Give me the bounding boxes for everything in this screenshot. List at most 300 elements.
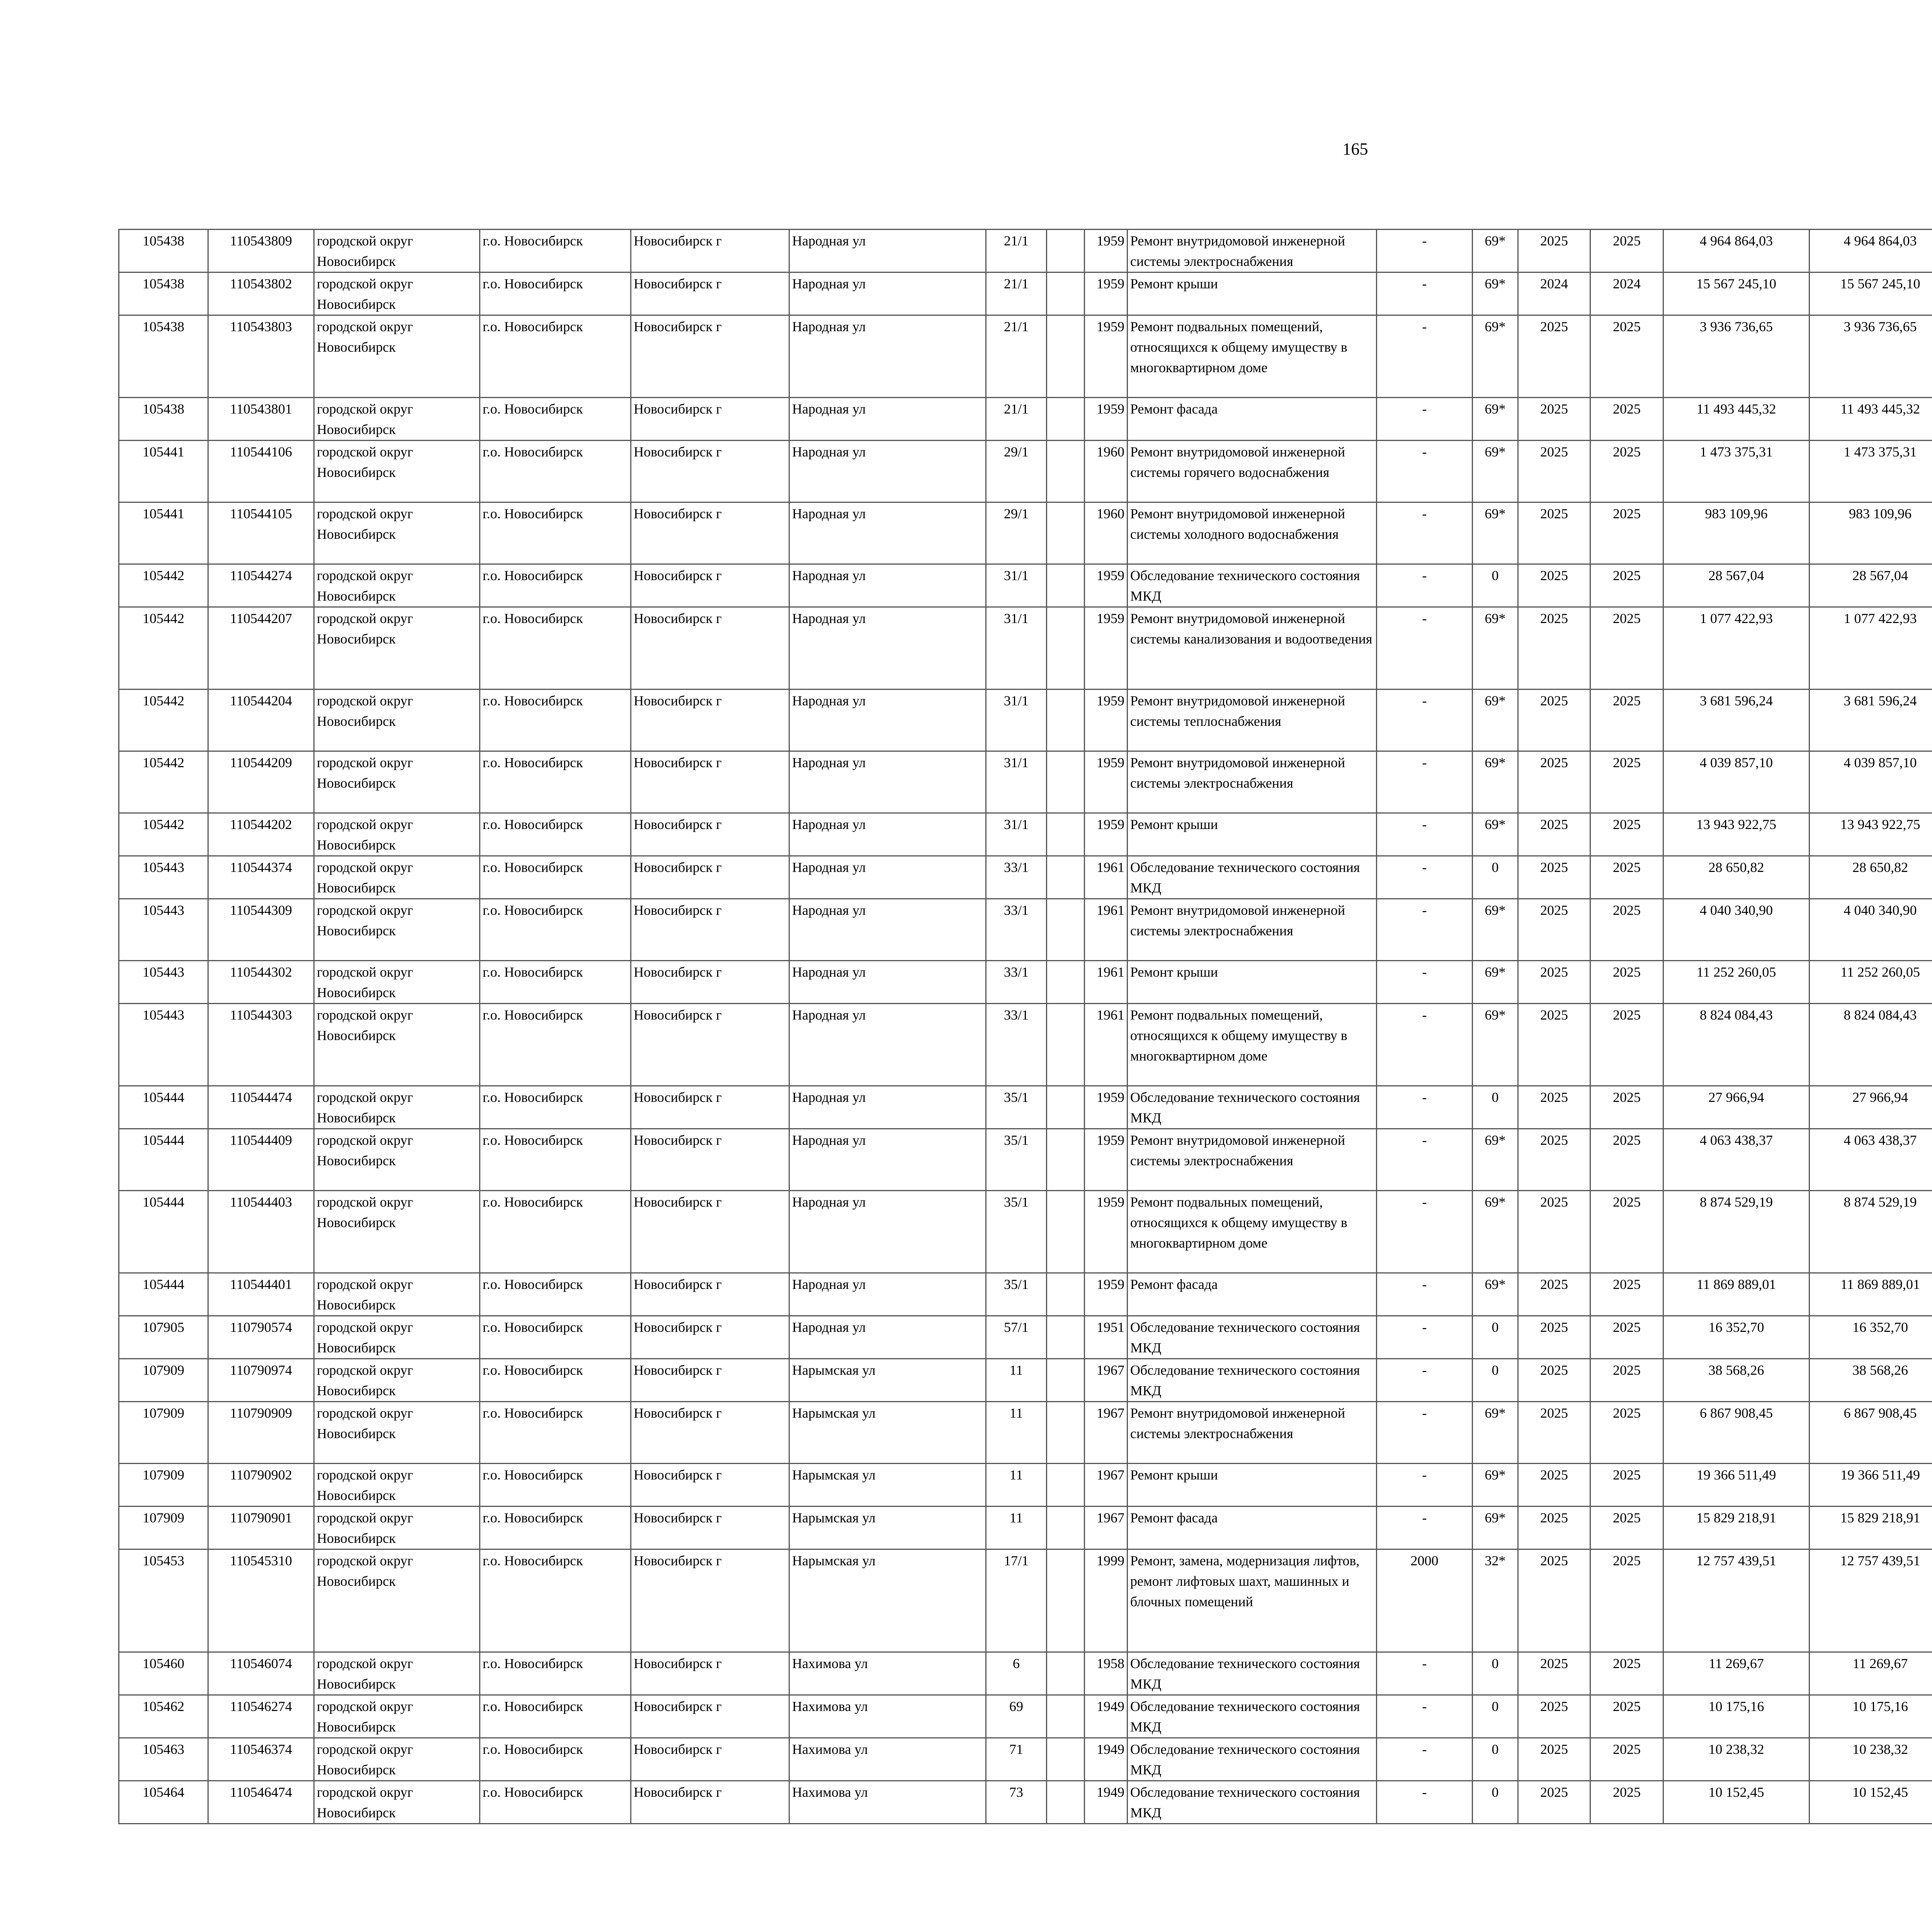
cell-work: Ремонт внутридомовой инженерной системы горячего водоснабжения: [1128, 441, 1377, 502]
cell-year: 1999: [1085, 1549, 1128, 1652]
cell-plan-end: 2025: [1590, 1273, 1663, 1316]
cell-street: Нарымская ул: [789, 1507, 986, 1549]
cell-id: 105444: [119, 1273, 208, 1316]
cell-city: Новосибирск г: [631, 398, 789, 441]
cell-house: 33/1: [986, 1004, 1047, 1086]
cell-house: 35/1: [986, 1191, 1047, 1273]
cell-plan-start: 2025: [1518, 607, 1590, 690]
cell-municipality: г.о. Новосибирск: [480, 1316, 631, 1359]
cell-year: 1959: [1085, 1273, 1128, 1316]
cell-street: Народная ул: [789, 1086, 986, 1129]
cell-year: 1959: [1085, 315, 1128, 398]
cell-extra: [1047, 856, 1085, 899]
cell-id: 105443: [119, 856, 208, 899]
cell-plan-start: 2024: [1518, 272, 1590, 315]
cell-extra: [1047, 690, 1085, 751]
cell-district: городской округ Новосибирск: [314, 1004, 480, 1086]
cell-extra: [1047, 1464, 1085, 1507]
cell-plan-end: 2025: [1590, 813, 1663, 856]
cell-house: 6: [986, 1652, 1047, 1695]
cell-district: городской округ Новосибирск: [314, 1507, 480, 1549]
cell-city: Новосибирск г: [631, 899, 789, 961]
cell-cost-fund: 8 824 084,43: [1810, 1004, 1932, 1086]
cell-cost-total: 19 366 511,49: [1663, 1464, 1810, 1507]
cell-code: 110790974: [208, 1359, 314, 1402]
cell-code: 110544202: [208, 813, 314, 856]
cell-plan-start: 2025: [1518, 813, 1590, 856]
cell-work: Обследование технического состояния МКД: [1128, 1086, 1377, 1129]
cell-wear: 0: [1473, 1652, 1518, 1695]
cell-house: 35/1: [986, 1129, 1047, 1191]
cell-plan-end: 2025: [1590, 607, 1663, 690]
cell-city: Новосибирск г: [631, 856, 789, 899]
cell-district: городской округ Новосибирск: [314, 1129, 480, 1191]
cell-plan-start: 2025: [1518, 1695, 1590, 1738]
cell-plan-end: 2025: [1590, 856, 1663, 899]
cell-code: 110546074: [208, 1652, 314, 1695]
cell-ref: -: [1377, 1273, 1473, 1316]
cell-city: Новосибирск г: [631, 1652, 789, 1695]
cell-year: 1961: [1085, 1004, 1128, 1086]
cell-city: Новосибирск г: [631, 502, 789, 564]
cell-code: 110544374: [208, 856, 314, 899]
cell-extra: [1047, 1402, 1085, 1464]
table-row: [119, 1086, 1932, 1129]
cell-cost-fund: 11 869 889,01: [1810, 1273, 1932, 1316]
cell-plan-start: 2025: [1518, 899, 1590, 961]
cell-year: 1961: [1085, 856, 1128, 899]
table-row: [119, 564, 1932, 607]
cell-work: Ремонт, замена, модернизация лифтов, ремонт лифтовых шахт, машинных и блочных помещений: [1128, 1549, 1377, 1652]
cell-work: Ремонт внутридомовой инженерной системы электроснабжения: [1128, 230, 1377, 272]
cell-wear: 0: [1473, 856, 1518, 899]
cell-extra: [1047, 961, 1085, 1004]
cell-ref: -: [1377, 502, 1473, 564]
cell-house: 11: [986, 1507, 1047, 1549]
cell-extra: [1047, 1004, 1085, 1086]
cell-cost-fund: 13 943 922,75: [1810, 813, 1932, 856]
cell-street: Народная ул: [789, 856, 986, 899]
cell-district: городской округ Новосибирск: [314, 813, 480, 856]
cell-wear: 0: [1473, 1359, 1518, 1402]
cell-house: 11: [986, 1402, 1047, 1464]
cell-work: Обследование технического состояния МКД: [1128, 1316, 1377, 1359]
cell-municipality: г.о. Новосибирск: [480, 564, 631, 607]
cell-street: Народная ул: [789, 961, 986, 1004]
cell-street: Народная ул: [789, 315, 986, 398]
cell-extra: [1047, 502, 1085, 564]
cell-city: Новосибирск г: [631, 1129, 789, 1191]
cell-extra: [1047, 441, 1085, 502]
cell-wear: 69*: [1473, 899, 1518, 961]
cell-code: 110544309: [208, 899, 314, 961]
cell-cost-fund: 28 567,04: [1810, 564, 1932, 607]
table-row: [119, 607, 1932, 690]
cell-house: 35/1: [986, 1273, 1047, 1316]
cell-ref: -: [1377, 1129, 1473, 1191]
cell-wear: 69*: [1473, 502, 1518, 564]
cell-municipality: г.о. Новосибирск: [480, 690, 631, 751]
cell-city: Новосибирск г: [631, 1507, 789, 1549]
cell-cost-fund: 3 936 736,65: [1810, 315, 1932, 398]
cell-municipality: г.о. Новосибирск: [480, 1507, 631, 1549]
cell-cost-total: 4 063 438,37: [1663, 1129, 1810, 1191]
cell-plan-end: 2025: [1590, 1129, 1663, 1191]
cell-cost-total: 11 252 260,05: [1663, 961, 1810, 1004]
cell-street: Народная ул: [789, 230, 986, 272]
cell-plan-end: 2025: [1590, 1086, 1663, 1129]
cell-cost-total: 983 109,96: [1663, 502, 1810, 564]
cell-wear: 69*: [1473, 1129, 1518, 1191]
table-row: [119, 1781, 1932, 1824]
cell-plan-end: 2025: [1590, 1549, 1663, 1652]
cell-work: Ремонт внутридомовой инженерной системы электроснабжения: [1128, 899, 1377, 961]
cell-plan-end: 2025: [1590, 899, 1663, 961]
cell-wear: 69*: [1473, 607, 1518, 690]
cell-street: Народная ул: [789, 607, 986, 690]
cell-street: Народная ул: [789, 690, 986, 751]
cell-extra: [1047, 272, 1085, 315]
cell-ref: -: [1377, 1738, 1473, 1781]
cell-work: Ремонт внутридомовой инженерной системы холодного водоснабжения: [1128, 502, 1377, 564]
cell-year: 1960: [1085, 441, 1128, 502]
cell-house: 29/1: [986, 441, 1047, 502]
cell-street: Народная ул: [789, 1191, 986, 1273]
cell-plan-end: 2025: [1590, 564, 1663, 607]
cell-cost-fund: 983 109,96: [1810, 502, 1932, 564]
cell-wear: 69*: [1473, 1507, 1518, 1549]
cell-street: Нахимова ул: [789, 1695, 986, 1738]
cell-street: Нахимова ул: [789, 1781, 986, 1824]
table-row: [119, 272, 1932, 315]
cell-extra: [1047, 1549, 1085, 1652]
cell-id: 105442: [119, 607, 208, 690]
table-row: [119, 1191, 1932, 1273]
cell-work: Ремонт внутридомовой инженерной системы электроснабжения: [1128, 1129, 1377, 1191]
cell-plan-end: 2025: [1590, 1652, 1663, 1695]
cell-city: Новосибирск г: [631, 1359, 789, 1402]
cell-plan-start: 2025: [1518, 1316, 1590, 1359]
cell-wear: 69*: [1473, 272, 1518, 315]
cell-extra: [1047, 1652, 1085, 1695]
cell-code: 110543809: [208, 230, 314, 272]
cell-plan-start: 2025: [1518, 502, 1590, 564]
cell-cost-fund: 27 966,94: [1810, 1086, 1932, 1129]
cell-year: 1960: [1085, 502, 1128, 564]
cell-code: 110543802: [208, 272, 314, 315]
cell-municipality: г.о. Новосибирск: [480, 1129, 631, 1191]
cell-code: 110544409: [208, 1129, 314, 1191]
table-row: [119, 441, 1932, 502]
cell-wear: 0: [1473, 1086, 1518, 1129]
cell-house: 11: [986, 1359, 1047, 1402]
cell-cost-total: 13 943 922,75: [1663, 813, 1810, 856]
cell-district: городской округ Новосибирск: [314, 272, 480, 315]
cell-extra: [1047, 1316, 1085, 1359]
cell-wear: 32*: [1473, 1549, 1518, 1652]
cell-code: 110544274: [208, 564, 314, 607]
table-body: [119, 230, 1932, 1824]
cell-house: 11: [986, 1464, 1047, 1507]
cell-plan-end: 2025: [1590, 961, 1663, 1004]
cell-plan-end: 2025: [1590, 230, 1663, 272]
cell-year: 1959: [1085, 564, 1128, 607]
cell-year: 1949: [1085, 1738, 1128, 1781]
cell-municipality: г.о. Новосибирск: [480, 607, 631, 690]
cell-year: 1959: [1085, 690, 1128, 751]
cell-work: Ремонт фасада: [1128, 398, 1377, 441]
cell-code: 110544401: [208, 1273, 314, 1316]
cell-cost-fund: 10 152,45: [1810, 1781, 1932, 1824]
cell-extra: [1047, 751, 1085, 813]
cell-house: 73: [986, 1781, 1047, 1824]
cell-plan-start: 2025: [1518, 1191, 1590, 1273]
cell-city: Новосибирск г: [631, 813, 789, 856]
cell-district: городской округ Новосибирск: [314, 441, 480, 502]
cell-ref: -: [1377, 899, 1473, 961]
cell-district: городской округ Новосибирск: [314, 1316, 480, 1359]
cell-municipality: г.о. Новосибирск: [480, 813, 631, 856]
cell-street: Народная ул: [789, 1273, 986, 1316]
cell-street: Нахимова ул: [789, 1738, 986, 1781]
cell-plan-end: 2024: [1590, 272, 1663, 315]
cell-id: 105442: [119, 751, 208, 813]
cell-year: 1959: [1085, 751, 1128, 813]
cell-plan-end: 2025: [1590, 1738, 1663, 1781]
cell-work: Обследование технического состояния МКД: [1128, 1695, 1377, 1738]
cell-wear: 69*: [1473, 230, 1518, 272]
cell-year: 1959: [1085, 398, 1128, 441]
table-row: [119, 961, 1932, 1004]
cell-work: Ремонт подвальных помещений, относящихся к общему имуществу в многоквартирном доме: [1128, 1191, 1377, 1273]
table-row: [119, 1652, 1932, 1695]
cell-city: Новосибирск г: [631, 441, 789, 502]
cell-extra: [1047, 1738, 1085, 1781]
cell-wear: 69*: [1473, 751, 1518, 813]
cell-cost-total: 15 567 245,10: [1663, 272, 1810, 315]
cell-cost-fund: 38 568,26: [1810, 1359, 1932, 1402]
cell-city: Новосибирск г: [631, 1781, 789, 1824]
cell-street: Народная ул: [789, 441, 986, 502]
cell-municipality: г.о. Новосибирск: [480, 1402, 631, 1464]
cell-district: городской округ Новосибирск: [314, 961, 480, 1004]
cell-house: 21/1: [986, 315, 1047, 398]
cell-ref: -: [1377, 1004, 1473, 1086]
cell-ref: -: [1377, 856, 1473, 899]
cell-plan-start: 2025: [1518, 1129, 1590, 1191]
cell-house: 33/1: [986, 856, 1047, 899]
cell-year: 1967: [1085, 1507, 1128, 1549]
cell-city: Новосибирск г: [631, 1738, 789, 1781]
cell-district: городской округ Новосибирск: [314, 690, 480, 751]
cell-code: 110544207: [208, 607, 314, 690]
cell-cost-fund: 11 252 260,05: [1810, 961, 1932, 1004]
cell-cost-total: 15 829 218,91: [1663, 1507, 1810, 1549]
cell-wear: 0: [1473, 1695, 1518, 1738]
cell-ref: 2000: [1377, 1549, 1473, 1652]
cell-year: 1959: [1085, 813, 1128, 856]
cell-code: 110790909: [208, 1402, 314, 1464]
cell-cost-fund: 28 650,82: [1810, 856, 1932, 899]
cell-municipality: г.о. Новосибирск: [480, 899, 631, 961]
cell-ref: -: [1377, 230, 1473, 272]
cell-code: 110544105: [208, 502, 314, 564]
cell-plan-start: 2025: [1518, 315, 1590, 398]
cell-district: городской округ Новосибирск: [314, 1273, 480, 1316]
cell-cost-fund: 12 757 439,51: [1810, 1549, 1932, 1652]
cell-district: городской округ Новосибирск: [314, 1402, 480, 1464]
cell-work: Обследование технического состояния МКД: [1128, 1359, 1377, 1402]
cell-cost-total: 1 473 375,31: [1663, 441, 1810, 502]
cell-code: 110543801: [208, 398, 314, 441]
cell-extra: [1047, 1359, 1085, 1402]
cell-cost-total: 12 757 439,51: [1663, 1549, 1810, 1652]
cell-id: 107909: [119, 1359, 208, 1402]
cell-cost-fund: 11 493 445,32: [1810, 398, 1932, 441]
cell-district: городской округ Новосибирск: [314, 1464, 480, 1507]
cell-house: 71: [986, 1738, 1047, 1781]
cell-year: 1949: [1085, 1695, 1128, 1738]
table-row: [119, 230, 1932, 272]
cell-work: Ремонт крыши: [1128, 272, 1377, 315]
cell-extra: [1047, 1507, 1085, 1549]
cell-cost-fund: 16 352,70: [1810, 1316, 1932, 1359]
cell-street: Народная ул: [789, 398, 986, 441]
cell-cost-total: 6 867 908,45: [1663, 1402, 1810, 1464]
cell-municipality: г.о. Новосибирск: [480, 961, 631, 1004]
cell-house: 31/1: [986, 607, 1047, 690]
cell-district: городской округ Новосибирск: [314, 1652, 480, 1695]
cell-id: 105443: [119, 899, 208, 961]
cell-municipality: г.о. Новосибирск: [480, 1273, 631, 1316]
cell-wear: 0: [1473, 564, 1518, 607]
cell-wear: 69*: [1473, 961, 1518, 1004]
cell-extra: [1047, 1273, 1085, 1316]
cell-district: городской округ Новосибирск: [314, 856, 480, 899]
table-row: [119, 899, 1932, 961]
table-row: [119, 315, 1932, 398]
cell-city: Новосибирск г: [631, 607, 789, 690]
cell-municipality: г.о. Новосибирск: [480, 1781, 631, 1824]
table-row: [119, 1004, 1932, 1086]
cell-district: городской округ Новосибирск: [314, 1695, 480, 1738]
cell-cost-total: 16 352,70: [1663, 1316, 1810, 1359]
cell-id: 105463: [119, 1738, 208, 1781]
cell-extra: [1047, 398, 1085, 441]
cell-plan-end: 2025: [1590, 1464, 1663, 1507]
cell-cost-total: 11 269,67: [1663, 1652, 1810, 1695]
cell-plan-end: 2025: [1590, 1402, 1663, 1464]
cell-id: 105438: [119, 230, 208, 272]
cell-plan-start: 2025: [1518, 1359, 1590, 1402]
table-row: [119, 1316, 1932, 1359]
cell-extra: [1047, 813, 1085, 856]
cell-cost-total: 4 040 340,90: [1663, 899, 1810, 961]
cell-id: 105443: [119, 1004, 208, 1086]
cell-extra: [1047, 1129, 1085, 1191]
cell-ref: -: [1377, 1652, 1473, 1695]
cell-plan-end: 2025: [1590, 1191, 1663, 1273]
cell-cost-total: 10 238,32: [1663, 1738, 1810, 1781]
cell-street: Народная ул: [789, 813, 986, 856]
cell-street: Нарымская ул: [789, 1359, 986, 1402]
cell-ref: -: [1377, 1781, 1473, 1824]
cell-ref: -: [1377, 1695, 1473, 1738]
cell-id: 105444: [119, 1129, 208, 1191]
cell-plan-start: 2025: [1518, 1549, 1590, 1652]
cell-id: 107909: [119, 1402, 208, 1464]
cell-id: 105464: [119, 1781, 208, 1824]
cell-cost-total: 8 824 084,43: [1663, 1004, 1810, 1086]
cell-work: Обследование технического состояния МКД: [1128, 856, 1377, 899]
cell-plan-start: 2025: [1518, 751, 1590, 813]
cell-plan-start: 2025: [1518, 441, 1590, 502]
cell-municipality: г.о. Новосибирск: [480, 1738, 631, 1781]
cell-year: 1967: [1085, 1359, 1128, 1402]
cell-cost-fund: 3 681 596,24: [1810, 690, 1932, 751]
cell-street: Нарымская ул: [789, 1464, 986, 1507]
cell-work: Ремонт внутридомовой инженерной системы канализования и водоотведения: [1128, 607, 1377, 690]
cell-house: 31/1: [986, 690, 1047, 751]
cell-plan-start: 2025: [1518, 961, 1590, 1004]
cell-work: Ремонт крыши: [1128, 1464, 1377, 1507]
cell-work: Обследование технического состояния МКД: [1128, 564, 1377, 607]
cell-id: 105441: [119, 502, 208, 564]
cell-id: 105453: [119, 1549, 208, 1652]
cell-ref: -: [1377, 1086, 1473, 1129]
cell-municipality: г.о. Новосибирск: [480, 1086, 631, 1129]
page-number: 165: [1342, 140, 1368, 158]
cell-plan-end: 2025: [1590, 1359, 1663, 1402]
cell-municipality: г.о. Новосибирск: [480, 1464, 631, 1507]
table-row: [119, 1273, 1932, 1316]
cell-cost-total: 38 568,26: [1663, 1359, 1810, 1402]
cell-cost-fund: 4 039 857,10: [1810, 751, 1932, 813]
cell-id: 105442: [119, 690, 208, 751]
cell-year: 1959: [1085, 1191, 1128, 1273]
cell-district: городской округ Новосибирск: [314, 751, 480, 813]
cell-cost-fund: 11 269,67: [1810, 1652, 1932, 1695]
cell-cost-total: 4 039 857,10: [1663, 751, 1810, 813]
cell-id: 105442: [119, 813, 208, 856]
cell-wear: 69*: [1473, 315, 1518, 398]
cell-plan-start: 2025: [1518, 690, 1590, 751]
cell-city: Новосибирск г: [631, 1191, 789, 1273]
cell-work: Ремонт подвальных помещений, относящихся к общему имуществу в многоквартирном доме: [1128, 315, 1377, 398]
cell-district: городской округ Новосибирск: [314, 1738, 480, 1781]
cell-plan-start: 2025: [1518, 1273, 1590, 1316]
cell-district: городской округ Новосибирск: [314, 1781, 480, 1824]
cell-city: Новосибирск г: [631, 1316, 789, 1359]
cell-plan-end: 2025: [1590, 315, 1663, 398]
cell-id: 107909: [119, 1507, 208, 1549]
cell-city: Новосибирск г: [631, 1464, 789, 1507]
capital-repair-register-table: [118, 229, 1932, 1824]
cell-municipality: г.о. Новосибирск: [480, 856, 631, 899]
cell-extra: [1047, 607, 1085, 690]
cell-id: 105442: [119, 564, 208, 607]
cell-extra: [1047, 1781, 1085, 1824]
cell-district: городской округ Новосибирск: [314, 398, 480, 441]
cell-code: 110545310: [208, 1549, 314, 1652]
cell-municipality: г.о. Новосибирск: [480, 398, 631, 441]
cell-work: Ремонт внутридомовой инженерной системы электроснабжения: [1128, 751, 1377, 813]
cell-cost-fund: 19 366 511,49: [1810, 1464, 1932, 1507]
cell-code: 110543803: [208, 315, 314, 398]
cell-city: Новосибирск г: [631, 1402, 789, 1464]
cell-cost-fund: 1 473 375,31: [1810, 441, 1932, 502]
cell-district: городской округ Новосибирск: [314, 315, 480, 398]
